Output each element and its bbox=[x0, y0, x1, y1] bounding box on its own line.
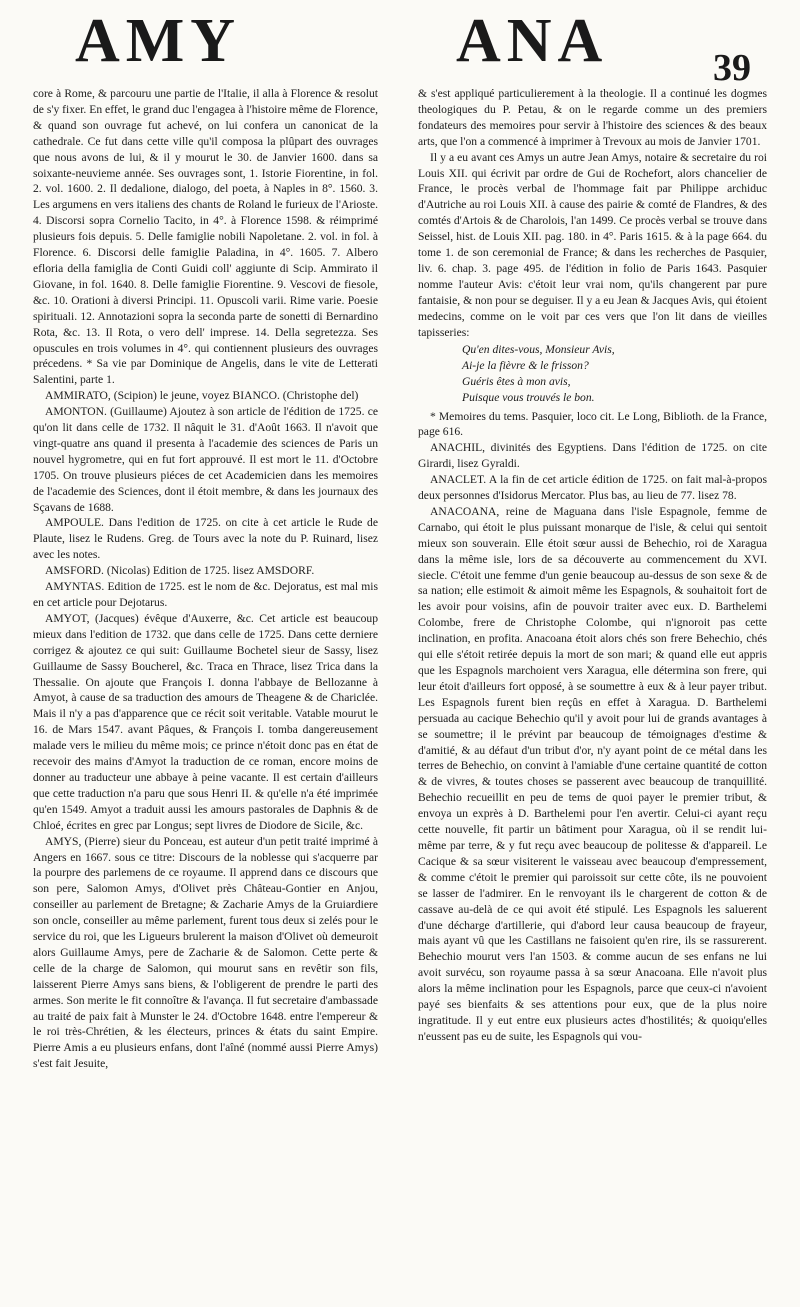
running-head-right bbox=[400, 4, 800, 90]
left-column bbox=[33, 86, 378, 1301]
article-anachil: ANACHIL, divinités des Egyptiens. Dans l'édition de 1725. on cite Girardi, lisez Gyraldi. bbox=[418, 441, 767, 471]
verse-line: Qu'en dites-vous, Monsieur Avis, bbox=[462, 342, 615, 356]
article-anaclet: ANACLET. A la fin de cet article édition de 1725. on fait mal-à-propos deux personnes d'Isidorus Mercator. Plus bas, au lieu de 77. lisez 78. bbox=[418, 473, 767, 503]
article-jean-amys: Il y a eu avant ces Amys un autre Jean Amys, notaire & secretaire du roi Louis XII. qui écrivit par ordre de Gui de Rochefort, alors chancelier de France, le procès verbal de l'hommage fait par Philippe archiduc d'Autriche au roi Louis XII. à cause des pairie & comté de Flandres, & des comtés d'Artois & de Charolois, l'an 1499. Ce procès verbal se trouve dans Seissel, hist. de Louis XII. pag. 180. in 4°. Paris 1615. & à la page 664. du tome 1. de son ceremonial de France; & dans les recherches de Pasquier, liv. 6. chap. 3. page 495. de l'édition in folio de Paris 1643. Pasquier nomme l'auteur Avis: c'étoit leur vrai nom, qu'ils changerent par pure fantaisie, & non pour se deguiser. Il y a eu Jean & Jacques Avis, qui étoient medecins, comme on le voit par ces vers que l'on lit dans de vieilles tapisseries: bbox=[418, 150, 767, 339]
page-number: 39 bbox=[713, 47, 751, 89]
verse-line: Guéris êtes à mon avis, bbox=[462, 374, 571, 388]
article-ampoule: AMPOULE. Dans l'edition de 1725. on cite à cet article le Rude de Plaute, lisez le Rudens. Greg. de Tours avec la note du P. Ruinard, lisez avec les notes. bbox=[33, 516, 378, 562]
header-word-right: ANA bbox=[456, 7, 609, 75]
article-amyntas: AMYNTAS. Edition de 1725. est le nom de &c. Dejoratus, est mal mis en cet article pour Dejotarus. bbox=[33, 580, 378, 609]
article-amys: AMYS, (Pierre) sieur du Ponceau, est auteur d'un petit traité imprimé à Angers en 1667. sous ce titre: Discours de la noblesse qui s'acquerre par la pourpre des parlemens de ce royaume. Il apprend dans ce discours que son pere, Salomon Amys, d'Olivet près Château-Gontier en Anjou, conseiller au parlement de Bretagne; & Zacharie Amys de la Gruiardiere son oncle, conseiller au même parlement, furent tous deux si zelés pour le service du roi, que les Ligueurs brulerent la maison d'Olivet où demeuroit alors Guillaume Amys, pere de Zacharie & de Salomon. Cette perte & celle de la charge de Salomon, qui mourut sans en revêtir son fils, laisserent Pierre Amys sans biens, & l'obligerent de prendre le parti des armes. Son merite le fit connoître & l'avança. Il fut secretaire d'ambassade au traité de paix fait à Munster le 24. d'Octobre 1648. entre l'empereur & le roi très-Chrétien, & les électeurs, princes & états du saint Empire. Pierre Amis a eu plusieurs enfans, dont l'aîné (nommé aussi Pierre Amys) s'est fait Jesuite, bbox=[33, 834, 378, 1071]
footnote-memoires: * Memoires du tems. Pasquier, loco cit. Le Long, Biblioth. de la France, page 616. bbox=[418, 409, 767, 439]
article-ammirato-jeune: AMMIRATO, (Scipion) le jeune, voyez BIANCO. (Christophe del) bbox=[45, 389, 359, 403]
running-head-left bbox=[75, 4, 395, 90]
verse-line: Puisque vous trouvés le bon. bbox=[462, 390, 595, 404]
article-amonton: AMONTON. (Guillaume) Ajoutez à son article de l'édition de 1725. ce qu'on lit dans celle de 1732. Il nâquit le 31. d'Août 1663. Il n'avoit que vingt-quatre ans quand il presenta à l'academie des sciences de Paris un nouvel hygrometre, qui en fut fort approuvé. Il est mort le 11. d'Octobre 1705. On trouve plusieurs piéces de cet Academicien dans les memoires de l'academie des Sciences, dont il étoit membre, & dans les journaux des Sçavans de 1688. bbox=[33, 405, 378, 514]
verse-line: Ai-je la fièvre & le frisson? bbox=[462, 358, 589, 372]
article-amsford: AMSFORD. (Nicolas) Edition de 1725. lisez AMSDORF. bbox=[45, 564, 315, 578]
article-amys-continued: & s'est appliqué particulierement à la theologie. Il a continué les dogmes theologiques du P. Petau, & on le regarde comme un des premiers fondateurs des memoires pour servir à l'histoire des sciences & des beaux arts, que l'on a commencé à imprimer à Trevoux au mois de Janvier 1701. bbox=[418, 87, 767, 148]
article-ammirato-continued: core à Rome, & parcouru une partie de l'Italie, il alla à Florence & resolut de s'y fixer. En effet, le grand duc l'engagea à l'histoire même de Florence, & quand son ouvrage fut achevé, on lui confera un canonicat de la cathedrale. Ce fut dans cette ville qu'il composa la plûpart des ouvrages que nous avons de lui, & il y mourut le 30. de Janvier 1600. dans sa soixante-neuvieme année. Ses ouvrages sont, 1. Istorie Fiorentine, in fol. 2. vol. 1600. 2. Il dedalione, dialogo, del poeta, à Naples in 8°. 1560. 3. Les argumens en vers italiens des chants de Roland le furieux de l'Arioste. 4. Discorsi sopra Cornelio Tacito, in 4°. à Florence 1598. & réimprimé plusieurs fois depuis. 5. Delle famiglie nobili Napoletane. 2. vol. in fol. à Florence. 6. Discorsi delle famiglie Paladina, in 4°. 1605. 7. Albero efloria della famiglia de Conti Guidi coll' aggiunte di Scip. Ammirato il Giovane, in fol. 1640. 8. Delle famiglie Fiorentine. 9. Vescovi de fiesole, &c. 10. Orationi à diversi Principi. 11. Opuscoli varii. Rime varie. Poesie spirituali. 12. Annotazioni sopra la seconda parte de sonetti di Bernardino Rota, &c. 13. Il Rota, o vero dell' imprese. 14. Della segretezza. Ses opuscules en trois volumes in 4°. qui contiennent plusieurs des ouvrages précedens. * Sa vie par Dominique de Angelis, dans le vite de Letterati Salentini, parte 1. bbox=[33, 87, 378, 387]
tapestry-verse bbox=[418, 342, 767, 406]
article-amyot: AMYOT, (Jacques) évêque d'Auxerre, &c. Cet article est beaucoup mieux dans l'edition de 1732. que dans celle de 1725. Dans cette derniere corrigez & ajoutez ce qui suit: Guillaume Bochetel sieur de Sassy, lisez Guillaume de Sassy Boucherel, &c. Traca en Thrace, lisez Trica dans la Thessalie. On ajoute que François I. donna l'abbaye de Bellozanne à Amyot, à cause de sa traduction des amours de Theagene & de Chariclée. Mais il n'y a pas d'apparence que ce récit soit veritable. Vatable mourut le 16. de Mars 1547. avant Pâques, & François I. tomba dangereusement malade vers le milieu du même mois; ce prince n'étoit donc pas en état de recevoir des mains d'Amyot la traduction de ce roman, encore moins de donner au traducteur une abbaye à peine vacante. Il est certain d'ailleurs que cette traduction n'a paru que sous Henri II. & qu'elle n'a été imprimée qu'en 1549. Amyot a traduit aussi les amours pastorales de Daphnis & de Chloé, écrites en grec par Longus; sept livres de Diodore de Sicile, &c. bbox=[33, 611, 378, 832]
header-word-left: AMY bbox=[75, 7, 242, 75]
right-column bbox=[418, 86, 767, 1301]
article-anacoana: ANACOANA, reine de Maguana dans l'isle Espagnole, femme de Carnabo, qui étoit le plus puissant monarque de l'isle, & celui qui sentoit mieux son souverain. Elle étoit sœur aussi de Behechio, roi de Xaragua dans la même isle, lors de sa découverte au commencement du XVI. siecle. C'étoit une femme d'un genie beaucoup au-dessus de son sexe & de sa nation; elle estimoit & aimoit même les Espagnols, & souhaitoit fort de les avoir pour voisins, afin de pouvoir traiter avec eux. D. Barthelemi Colombe, frere de Christophe Colombe, qui n'ignoroit pas cette inclination, en profita. Anacoana étoit alors chés son frere Behechio, chés qui elle s'étoit retirée depuis la mort de son mari; & quand elle eut appris que les Espagnols marchoient vers Xaragua, elle détermina son frere, qui leur étoit d'ailleurs fort opposé, à se soumettre à eux & à leur payer tribut. Les Espagnols furent bien reçûs en effet à Xaragua. D. Barthelemi persuada au cacique Behechio qu'il y avoit pour lui de grands avantages à se soumettre; il le prévint par beaucoup de témoignages d'estime & d'amitié, & au défaut d'un tribut d'or, n'y ayant point de ce métal dans les terres de Behechio, on convint à l'amiable d'une certaine quantité de cotton & de vivres, & toutes choses se passerent avec beaucoup de tranquillité. Behechio recueillit en peu de tems de quoi payer le premier tribut, & envoya un exprès à D. Barthelemi pour l'en avertir. Celui-ci ayant reçu cette nouvelle, fit partir un bâtiment pour Xaragua, où il se rendit lui-même par terre, & y fut reçu avec beaucoup de politesse & d'appareil. Le Cacique & sa sœur visiterent le vaisseau avec beaucoup d'empressement, & comme c'étoit le premier qui paroissoit sur cette côte, ils ne pouvoient se lasser de l'admirer. En le renvoyant ils le chargerent de cotton & de cassave au-delà de ce qui avoit été stipulé. Les Espagnols les saluerent d'une décharge d'artillerie, qui d'abord leur causa beaucoup de frayeur, mais ayant vû que les Castillans ne faisoient qu'en rire, ils se rassurerent. Behechio mourut vers l'an 1503. & comme aucun de ses enfans ne lui avoit survécu, son royaume passa à sa sœur Anacoana. Elle n'avoit plus alors la même inclination pour les Espagnols, parce que ceux-ci n'avoient payé ses bienfaits & ses attentions pour eux, que de la plus noire ingratitude. Il y eut entre eux plusieurs actes d'hostilités; & quoiqu'elles n'eussent pas eu de suite, les Espagnols qui vou- bbox=[418, 504, 767, 1043]
